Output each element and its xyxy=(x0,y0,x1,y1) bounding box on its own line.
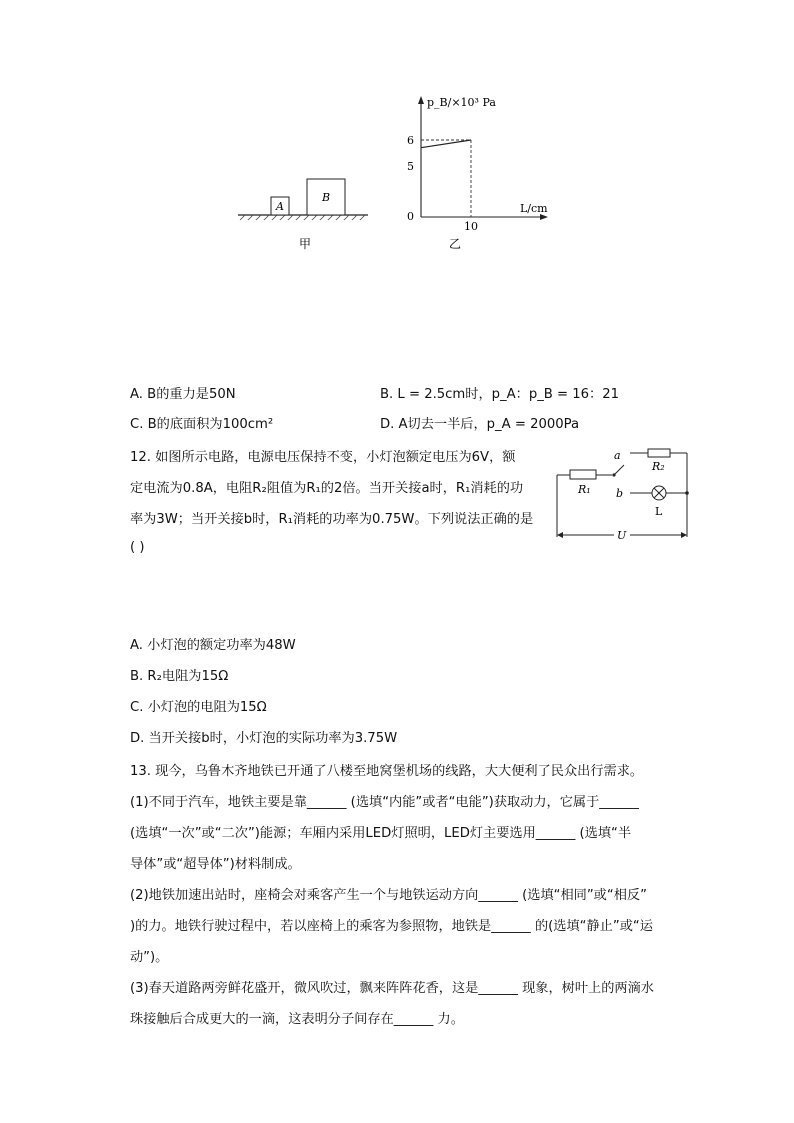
block-a-label: A xyxy=(276,200,284,213)
q12-stem-line: 定电流为0.8A，电阻R₂阻值为R₁的2倍。当开关接a时，R₁消耗的功 xyxy=(130,481,524,496)
q13-line: 13. 现今，乌鲁木齐地铁已开通了八楼至地窝堡机场的线路，大大便利了民众出行需求。 xyxy=(130,764,644,779)
q13-line: 导体”或“超导体”)材料制成。 xyxy=(130,857,301,872)
q12-stem-blank: ( ) xyxy=(130,540,145,555)
pressure-series-line xyxy=(421,140,471,148)
voltage-arrow-left xyxy=(557,532,563,538)
q11-option-a: A. B的重力是50N xyxy=(130,387,236,402)
q12-option-d: D. 当开关接b时，小灯泡的实际功率为3.75W xyxy=(130,731,398,746)
q13-line: (1)不同于汽车，地铁主要是靠______ (选填“内能”或者“电能”)获取动力，它属于______ xyxy=(130,795,639,810)
u-label: U xyxy=(617,529,627,542)
resistor-r2 xyxy=(648,449,670,457)
block-b-label: B xyxy=(322,191,331,204)
y-tick-5: 5 xyxy=(407,160,414,173)
x-axis-label: L/cm xyxy=(520,202,548,215)
q12-option-a: A. 小灯泡的额定功率为48W xyxy=(130,638,296,653)
q12-stem-line: 12. 如图所示电路，电源电压保持不变，小灯泡额定电压为6V，额 xyxy=(130,450,516,465)
figure-jia-caption: 甲 xyxy=(299,237,312,251)
x-tick-10: 10 xyxy=(464,220,478,233)
figure-jia xyxy=(230,170,380,255)
resistor-r1 xyxy=(570,470,596,479)
q13-line: 珠接触后合成更大的一滴，这表明分子间存在______ 力。 xyxy=(130,1012,464,1027)
lamp-label: L xyxy=(655,505,663,518)
r2-label: R₂ xyxy=(652,460,665,473)
q12-option-b: B. R₂电阻为15Ω xyxy=(130,669,229,684)
junction-dot xyxy=(685,491,689,495)
switch-blade xyxy=(614,465,624,475)
y-tick-6: 6 xyxy=(407,134,414,147)
figure-yi-caption: 乙 xyxy=(449,237,462,251)
y-axis-label: p_B/×10³ Pa xyxy=(427,96,496,109)
q13-line: (3)春天道路两旁鲜花盛开，微风吹过，飘来阵阵花香，这是______ 现象，树叶上的两滴水 xyxy=(130,981,654,996)
r1-label: R₁ xyxy=(578,483,591,496)
q12-option-c: C. 小灯泡的电阻为15Ω xyxy=(130,700,267,715)
q12-circuit-diagram xyxy=(552,445,702,545)
q13-line: (2)地铁加速出站时，座椅会对乘客产生一个与地铁运动方向______ (选填“相同”或“相反” xyxy=(130,888,647,903)
terminal-a-label: a xyxy=(614,449,621,462)
voltage-arrow-right xyxy=(681,532,687,538)
q13-line: 动”)。 xyxy=(130,950,169,965)
q13-line: (选填“一次”或“二次”)能源；车厢内采用LED灯照明，LED灯主要选用______ (选填“半 xyxy=(130,826,632,841)
q11-option-c: C. B的底面积为100cm² xyxy=(130,417,274,432)
figure-yi-chart xyxy=(395,90,560,255)
origin-label: 0 xyxy=(407,210,414,223)
q11-option-b: B. L = 2.5cm时，p_A：p_B = 16：21 xyxy=(380,387,620,402)
ground-hatching xyxy=(240,215,365,220)
q13-line: )的力。地铁行驶过程中，若以座椅上的乘客为参照物，地铁是______ 的(选填“静止”或“运 xyxy=(130,919,653,934)
q12-stem-line: 率为3W；当开关接b时，R₁消耗的功率为0.75W。下列说法正确的是 xyxy=(130,512,534,527)
y-axis-arrow xyxy=(418,96,424,104)
terminal-b-label: b xyxy=(616,487,624,500)
q11-option-d: D. A切去一半后，p_A = 2000Pa xyxy=(380,417,580,432)
